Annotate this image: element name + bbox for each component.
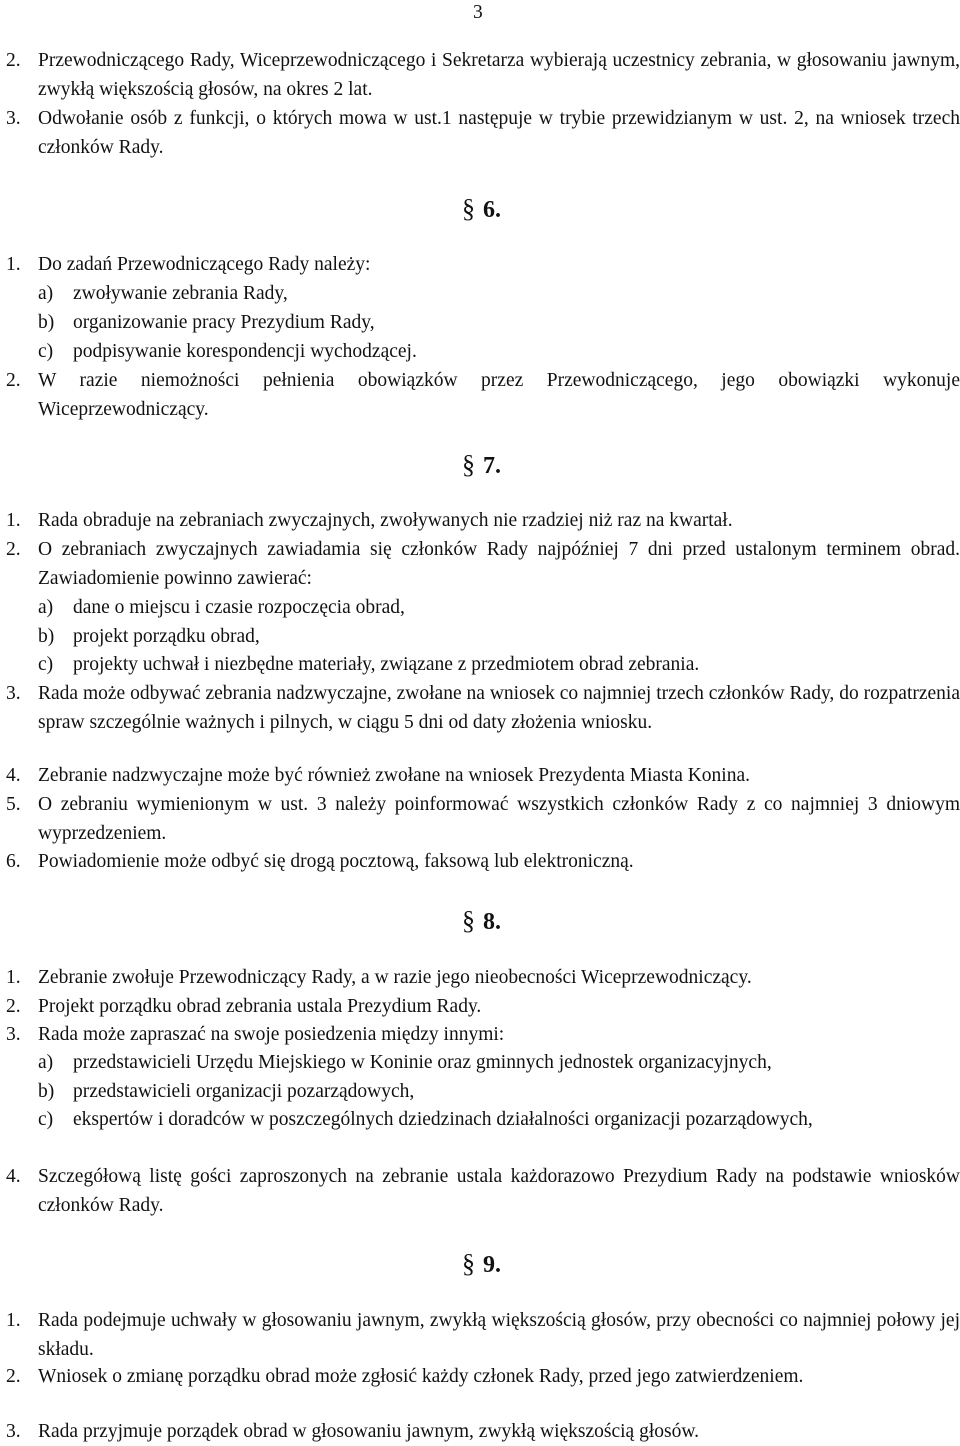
section-label: 6. bbox=[483, 197, 501, 223]
item-number: 3. bbox=[6, 1421, 21, 1442]
paragraph-item bbox=[6, 366, 960, 424]
paragraph-item bbox=[6, 104, 960, 162]
item-number: 2. bbox=[6, 370, 21, 391]
paragraph-item bbox=[6, 1417, 960, 1446]
paragraph-item bbox=[6, 679, 960, 737]
sub-item-letter: b) bbox=[38, 626, 55, 647]
sub-item-letter: a) bbox=[38, 597, 54, 618]
sub-item-letter: b) bbox=[38, 312, 55, 333]
sub-item bbox=[38, 1048, 960, 1077]
paragraph-item bbox=[6, 506, 960, 535]
item-text: Wniosek o zmianę porządku obrad może zgłosić każdy członek Rady, przed jego zatwierdzeniem. bbox=[38, 1366, 804, 1387]
sub-item bbox=[38, 337, 960, 366]
item-number: 2. bbox=[6, 50, 21, 71]
item-text: O zebraniu wymienionym w ust. 3 należy poinformować wszystkich członków Rady z co najmniej 3 dniowym wyprzedzeniem. bbox=[38, 794, 960, 844]
item-text: Rada przyjmuje porządek obrad w głosowaniu jawnym, zwykłą większością głosów. bbox=[38, 1421, 700, 1442]
paragraph-item bbox=[6, 963, 960, 992]
page-number: 3 bbox=[473, 2, 483, 23]
sub-item-text: dane o miejscu i czasie rozpoczęcia obrad, bbox=[73, 597, 405, 618]
section-heading-6 bbox=[462, 194, 501, 225]
sub-item-text: przedstawicieli organizacji pozarządowych, bbox=[73, 1081, 415, 1102]
item-number: 3. bbox=[6, 108, 21, 129]
item-number: 2. bbox=[6, 539, 21, 560]
sub-item-text: ekspertów i doradców w poszczególnych dziedzinach działalności organizacji pozarządowych, bbox=[73, 1109, 813, 1130]
paragraph-item bbox=[6, 761, 960, 790]
paragraph-item bbox=[6, 250, 960, 279]
item-number: 4. bbox=[6, 1166, 21, 1187]
item-number: 5. bbox=[6, 794, 21, 815]
section-heading-7 bbox=[462, 450, 501, 481]
item-text: Projekt porządku obrad zebrania ustala Prezydium Rady. bbox=[38, 996, 482, 1017]
sub-item bbox=[38, 308, 960, 337]
sub-item-text: projekty uchwał i niezbędne materiały, związane z przedmiotem obrad zebrania. bbox=[73, 654, 700, 675]
sub-item bbox=[38, 1105, 960, 1134]
item-text: Rada obraduje na zebraniach zwyczajnych, zwoływanych nie rzadziej niż raz na kwartał. bbox=[38, 510, 733, 531]
item-text: Zebranie nadzwyczajne może być również zwołane na wniosek Prezydenta Miasta Konina. bbox=[38, 765, 750, 786]
item-text: Rada może odbywać zebrania nadzwyczajne, zwołane na wniosek co najmniej trzech członków Rady, do rozpatrzenia spraw szczególnie ważnych i pilnych, w ciągu 5 dni od daty złożenia wniosku. bbox=[38, 683, 960, 733]
sub-item bbox=[38, 650, 960, 679]
item-number: 1. bbox=[6, 254, 21, 275]
section-label: 9. bbox=[483, 1252, 501, 1278]
paragraph-item bbox=[6, 1162, 960, 1220]
item-number: 1. bbox=[6, 967, 21, 988]
sub-item bbox=[38, 622, 960, 651]
sub-item bbox=[38, 1077, 960, 1106]
item-text: Rada podejmuje uchwały w głosowaniu jawnym, zwykłą większością głosów, przy obecności co najmniej połowy jej składu. bbox=[38, 1310, 960, 1360]
item-text: O zebraniach zwyczajnych zawiadamia się członków Rady najpóźniej 7 dni przed ustalonym terminem obrad. Zawiadomienie powinno zawierać: bbox=[38, 539, 960, 589]
paragraph-item bbox=[6, 790, 960, 848]
paragraph-item bbox=[6, 1306, 960, 1364]
sub-item-text: organizowanie pracy Prezydium Rady, bbox=[73, 312, 375, 333]
section-symbol: § bbox=[462, 1249, 475, 1278]
item-number: 1. bbox=[6, 1310, 21, 1331]
sub-item-text: zwoływanie zebrania Rady, bbox=[73, 283, 288, 304]
item-text: Do zadań Przewodniczącego Rady należy: bbox=[38, 254, 371, 275]
section-label: 7. bbox=[483, 453, 501, 479]
sub-item-letter: c) bbox=[38, 1109, 54, 1130]
item-text: Odwołanie osób z funkcji, o których mowa w ust.1 następuje w trybie przewidzianym w ust. 2, na wniosek trzech członków Rady. bbox=[38, 108, 960, 158]
paragraph-item bbox=[6, 992, 960, 1021]
item-text: Rada może zapraszać na swoje posiedzenia między innymi: bbox=[38, 1024, 505, 1045]
section-symbol: § bbox=[462, 450, 475, 479]
sub-item-text: podpisywanie korespondencji wychodzącej. bbox=[73, 341, 417, 362]
section-heading-9 bbox=[462, 1249, 501, 1280]
item-text: Szczegółową listę gości zaproszonych na zebranie ustala każdorazowo Prezydium Rady na podstawie wniosków członków Rady. bbox=[38, 1166, 960, 1216]
sub-item-letter: c) bbox=[38, 341, 54, 362]
sub-item bbox=[38, 593, 960, 622]
item-number: 6. bbox=[6, 851, 21, 872]
section-label: 8. bbox=[483, 909, 501, 935]
section-symbol: § bbox=[462, 194, 475, 223]
sub-item bbox=[38, 279, 960, 308]
sub-item-letter: b) bbox=[38, 1081, 55, 1102]
item-number: 2. bbox=[6, 996, 21, 1017]
sub-item-letter: c) bbox=[38, 654, 54, 675]
item-text: Powiadomienie może odbyć się drogą pocztową, faksową lub elektroniczną. bbox=[38, 851, 634, 872]
item-number: 3. bbox=[6, 683, 21, 704]
paragraph-item bbox=[6, 1020, 960, 1049]
item-text: W razie niemożności pełnienia obowiązków przez Przewodniczącego, jego obowiązki wykonuje Wiceprzewodniczący. bbox=[38, 370, 960, 420]
sub-item-text: przedstawicieli Urzędu Miejskiego w Koninie oraz gminnych jednostek organizacyjnych, bbox=[73, 1052, 772, 1073]
paragraph-item bbox=[6, 535, 960, 593]
sub-item-text: projekt porządku obrad, bbox=[73, 626, 260, 647]
paragraph-item bbox=[6, 847, 960, 876]
item-number: 2. bbox=[6, 1366, 21, 1387]
paragraph-item bbox=[6, 46, 960, 104]
sub-item-letter: a) bbox=[38, 283, 54, 304]
section-heading-8 bbox=[462, 906, 501, 937]
item-number: 1. bbox=[6, 510, 21, 531]
sub-item-letter: a) bbox=[38, 1052, 54, 1073]
item-number: 4. bbox=[6, 765, 21, 786]
item-number: 3. bbox=[6, 1024, 21, 1045]
item-text: Zebranie zwołuje Przewodniczący Rady, a w razie jego nieobecności Wiceprzewodniczący. bbox=[38, 967, 752, 988]
section-symbol: § bbox=[462, 906, 475, 935]
item-text: Przewodniczącego Rady, Wiceprzewodniczącego i Sekretarza wybierają uczestnicy zebrania, w głosowaniu jawnym, zwykłą większością głosów, na okres 2 lat. bbox=[38, 50, 960, 100]
paragraph-item bbox=[6, 1362, 960, 1391]
